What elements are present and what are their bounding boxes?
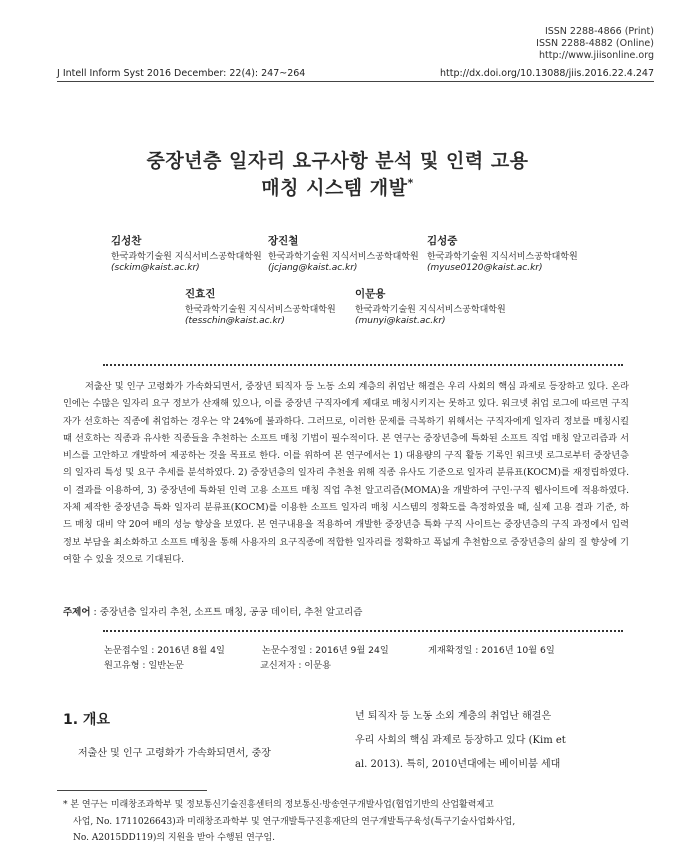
author-4	[185, 289, 336, 328]
left-column-text: 저출산 및 인구 고령화가 가속화되면서, 중장	[78, 748, 271, 759]
right-column-text	[355, 705, 625, 777]
right-column-line: 우리 사회의 핵심 과제로 등장하고 있다 (Kim et	[355, 735, 566, 746]
footnote-line: 사업, No. 1711026643)과 미래창조과학부 및 연구개발특구진흥재단의 연구개발특구육성(특구기술사업화사업,	[73, 816, 516, 827]
keywords-label: 주제어	[63, 607, 91, 618]
journal-reference: J Intell Inform Syst 2016 December: 22(4): 247~264	[57, 68, 306, 79]
keywords	[63, 604, 362, 618]
footnote-rule	[57, 790, 207, 791]
issn-print: ISSN 2288-4866 (Print)	[544, 26, 654, 37]
author-3	[427, 236, 578, 275]
author-email: (sckim@kaist.ac.kr)	[111, 263, 200, 273]
author-1	[111, 236, 262, 275]
author-affiliation: 한국과학기술원 지식서비스공학대학원	[185, 304, 336, 315]
doi-link[interactable]: http://dx.doi.org/10.13088/jiis.2016.22.4.247	[440, 68, 654, 79]
revised-date: 논문수정일 : 2016년 9월 24일	[262, 645, 389, 656]
issn-online: ISSN 2288-4882 (Online)	[536, 38, 654, 49]
section-heading: 1. 개요	[63, 712, 110, 728]
author-2	[268, 236, 419, 275]
header-rule	[57, 81, 654, 82]
author-email: (munyi@kaist.ac.kr)	[355, 316, 446, 326]
corresponding-author: 교신저자 : 이문용	[260, 660, 332, 671]
author-name: 김성찬	[111, 235, 142, 247]
footnote	[57, 797, 627, 847]
author-affiliation: 한국과학기술원 지식서비스공학대학원	[111, 251, 262, 262]
author-email: (myuse0120@kaist.ac.kr)	[427, 263, 543, 273]
abstract-divider-bottom	[103, 630, 623, 632]
author-affiliation: 한국과학기술원 지식서비스공학대학원	[427, 251, 578, 262]
manuscript-type: 원고유형 : 일반논문	[104, 660, 184, 671]
paper-title-text: 매칭 시스템 개발	[261, 177, 408, 199]
author-name: 김성중	[427, 235, 458, 247]
author-name: 이문용	[355, 288, 386, 300]
author-email: (jcjang@kaist.ac.kr)	[268, 263, 358, 273]
footnote-line: * 본 연구는 미래창조과학부 및 정보통신기술진흥센터의 정보통신·방송연구개발사업(협업기반의 산업활력제고	[63, 800, 494, 810]
title-footnote-mark: *	[407, 176, 414, 190]
paper-title-line1: 중장년층 일자리 요구사항 분석 및 인력 고용	[146, 150, 529, 172]
author-5	[355, 289, 506, 328]
author-affiliation: 한국과학기술원 지식서비스공학대학원	[355, 304, 506, 315]
author-name: 진효진	[185, 288, 216, 300]
accepted-date: 게재확정일 : 2016년 10월 6일	[428, 645, 555, 656]
abstract-divider-top	[103, 364, 623, 366]
footnote-line: No. A2015DD119)의 지원을 받아 수행된 연구임.	[73, 833, 276, 843]
paper-title-line2	[0, 173, 675, 200]
right-column-line: 년 퇴직자 등 노동 소외 계층의 취업난 해결은	[355, 711, 552, 722]
journal-website[interactable]: http://www.jiisonline.org	[538, 50, 654, 61]
author-name: 장진철	[268, 235, 299, 247]
abstract-text: 저출산 및 인구 고령화가 가속화되면서, 중장년 퇴직자 등 노동 소외 계층의 취업난 해결은 우리 사회의 핵심 과제로 등장하고 있다. 온라인에는 수많은 일자리 요구 정보가 산재해 있으나, 이를 중장년 구직자에게 제대로 매칭시키지는 못하고 있다. 워크넷 취업 로그에 따르면 구직자가 선호하는 직종에 취업하는 경우는 약 24%에 불과하다. 그러므로, 이러한 문제를 극복하기 위해서는 구직자에게 일자리 정보를 매칭시킬 때 선호하는 직종과 유사한 직종들을 추천하는 소프트 매칭 기법이 필수적이다. 본 연구는 중장년층에 특화된 소프트 직업 매칭 알고리즘과 서비스를 고안하고 개발하여 제공하는 것을 목표로 한다. 이를 위하여 본 연구에서는 1) 대용량의 구직 활동 기록인 워크넷 로그로부터 중장년층의 일자리 특성 및 요구 추세를 분석하였다. 2) 중장년층의 일자리 추천을 위해 직종 유사도 기준으로 일자리 분류표(KOCM)를 재정립하였다. 이 결과를 이용하여, 3) 중장년에 특화된 인력 고용 소프트 매칭 직업 추천 알고리즘(MOMA)을 개발하여 구인·구직 웹사이트에 적용하였다. 자체 제작한 중장년층 특화 일자리 분류표(KOCM)를 이용한 소프트 일자리 매칭 시스템의 정확도를 측정하였을 때, 실제 고용 결과 기준, 하드 매칭 대비 약 20여 배의 성능 향상을 보였다. 본 연구내용을 적용하여 개발한 중장년층 특화 구직 사이트는 중장년층의 구직 과정에서 입력 정보 부담을 최소화하고 소프트 매칭을 통해 사용자의 요구직종에 적합한 일자리를 정확하고 폭넓게 추천함으로 중장년층의 삶의 질 향상에 기여할 수 있을 것으로 기대된다.	[63, 381, 629, 565]
author-email: (tesschin@kaist.ac.kr)	[185, 316, 285, 326]
author-affiliation: 한국과학기술원 지식서비스공학대학원	[268, 251, 419, 262]
right-column-line: al. 2013). 특히, 2010년대에는 베이비붐 세대	[355, 759, 561, 770]
keywords-text: : 중장년층 일자리 추천, 소프트 매칭, 공공 데이터, 추천 알고리즘	[90, 607, 363, 618]
received-date: 논문접수일 : 2016년 8월 4일	[104, 645, 225, 656]
